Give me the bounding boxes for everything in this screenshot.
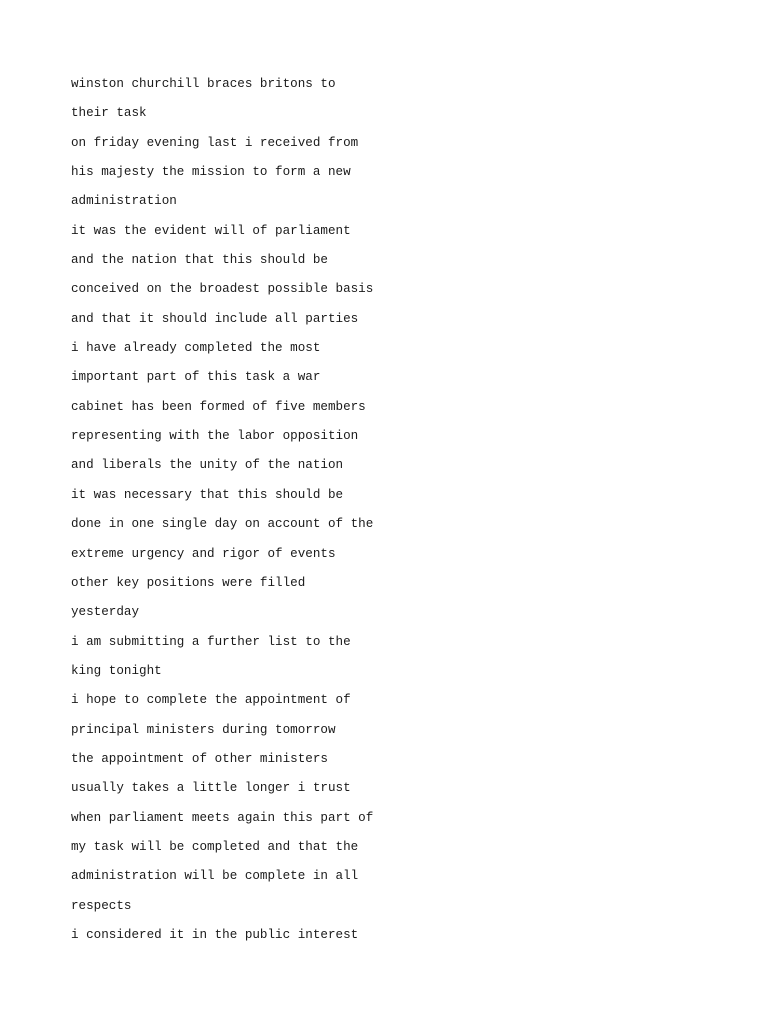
text-line: yesterday	[71, 605, 140, 620]
text-line: and liberals the unity of the nation	[71, 458, 344, 473]
text-line: the appointment of other ministers	[71, 751, 328, 766]
text-line: principal ministers during tomorrow	[71, 722, 336, 737]
text-line: conceived on the broadest possible basis	[71, 282, 374, 297]
text-line: it was the evident will of parliament	[71, 223, 351, 238]
text-line: other key positions were filled	[71, 575, 306, 590]
text-line: i hope to complete the appointment of	[71, 693, 351, 708]
text-line: extreme urgency and rigor of events	[71, 546, 336, 561]
text-line: and that it should include all parties	[71, 311, 359, 326]
text-line: i have already completed the most	[71, 341, 321, 356]
text-line: done in one single day on account of the	[71, 517, 374, 532]
document-page	[71, 70, 711, 950]
text-line: cabinet has been formed of five members	[71, 399, 366, 414]
text-line: it was necessary that this should be	[71, 487, 344, 502]
text-line: important part of this task a war	[71, 370, 321, 385]
text-line: and the nation that this should be	[71, 253, 328, 268]
text-line: winston churchill braces britons to	[71, 77, 336, 91]
text-line: i am submitting a further list to the	[71, 634, 351, 649]
text-line: representing with the labor opposition	[71, 429, 359, 444]
text-line: administration will be complete in all	[71, 869, 359, 884]
text-line: when parliament meets again this part of	[71, 810, 374, 825]
text-line: administration	[71, 194, 177, 209]
text-line: his majesty the mission to form a new	[71, 165, 351, 180]
text-line: on friday evening last i received from	[71, 135, 359, 150]
text-line: king tonight	[71, 663, 162, 678]
text-line: respects	[71, 898, 132, 913]
text-line: my task will be completed and that the	[71, 839, 359, 854]
text-line: i considered it in the public interest	[71, 927, 359, 942]
text-line: usually takes a little longer i trust	[71, 781, 351, 796]
text-line: their task	[71, 106, 147, 121]
